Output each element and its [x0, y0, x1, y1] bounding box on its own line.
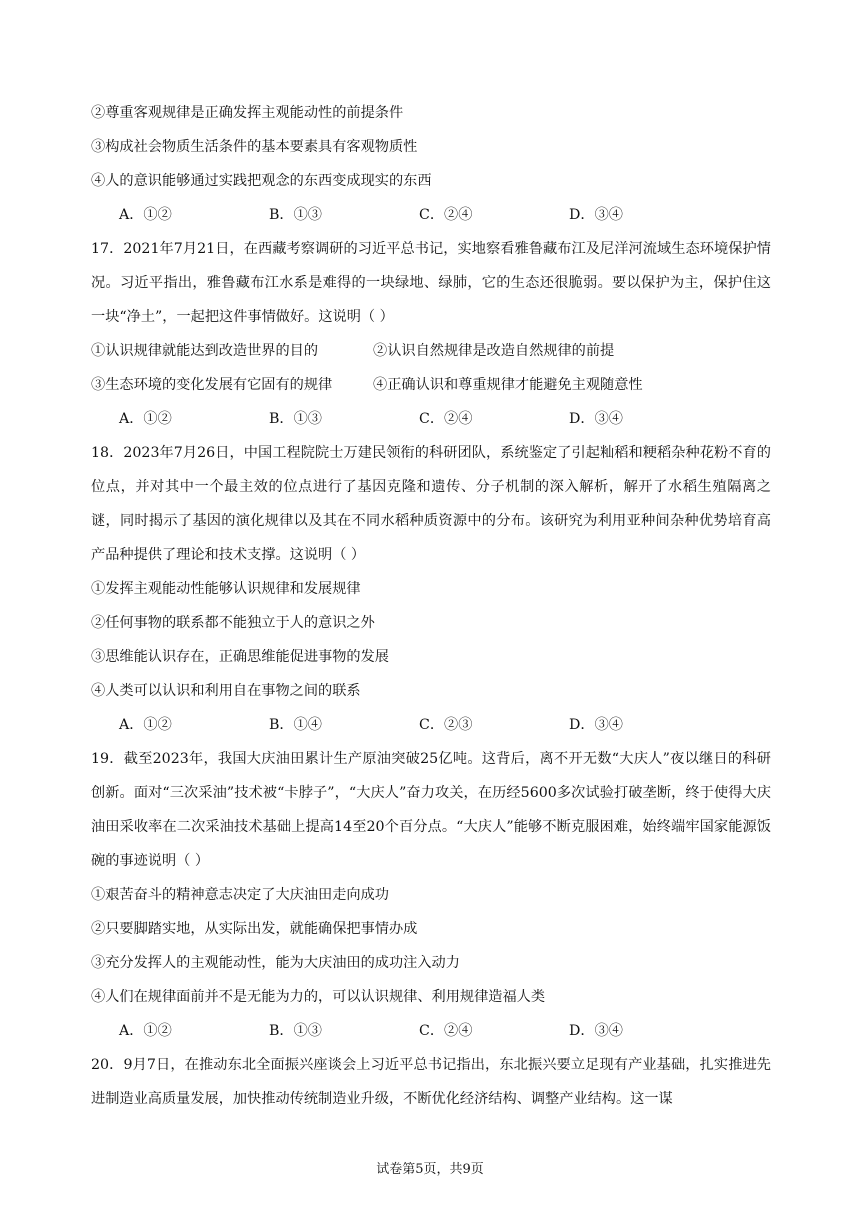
option-line: ③充分发挥人的主观能动性，能为大庆油田的成功注入动力	[91, 955, 460, 971]
choice-c: C．②④	[419, 411, 473, 427]
option-row	[91, 334, 771, 368]
option-line: ①发挥主观能动性能够认识规律和发展规律	[91, 581, 361, 597]
option-line: ④人的意识能够通过实践把观念的东西变成现实的东西	[91, 173, 432, 189]
choice-c: C．②④	[419, 1023, 473, 1039]
choice-b: B．①③	[269, 1023, 322, 1039]
choice-d: D．③④	[569, 411, 623, 427]
answer-choices	[91, 1014, 771, 1048]
option-line: ②只要脚踏实地，从实际出发，就能确保把事情办成	[91, 921, 418, 937]
question-17-text: 17．2021年7月21日，在西藏考察调研的习近平总书记，实地察看雅鲁藏布江及尼洋河流域生态环境保护情况。习近平指出，雅鲁藏布江水系是难得的一块绿地、绿肺，它的生态还很脆弱。要以保护为主，保护住这一块“净土”，一起把这件事情做好。这说明（ ）	[91, 241, 771, 325]
option-line: ②任何事物的联系都不能独立于人的意识之外	[91, 615, 375, 631]
choice-a: A．①②	[119, 717, 172, 733]
choice-a: A．①②	[119, 1023, 172, 1039]
answer-choices	[91, 198, 771, 232]
option-2: ②认识自然规律是改造自然规律的前提	[373, 343, 615, 359]
option-line: ③思维能认识存在，正确思维能促进事物的发展	[91, 649, 389, 665]
choice-b: B．①③	[269, 207, 322, 223]
choice-c: C．②④	[419, 207, 473, 223]
option-3: ③生态环境的变化发展有它固有的规律	[91, 377, 333, 393]
option-1: ①认识规律就能达到改造世界的目的	[91, 343, 319, 359]
choice-d: D．③④	[569, 717, 623, 733]
choice-a: A．①②	[119, 207, 172, 223]
question-19-text: 19．截至2023年，我国大庆油田累计生产原油突破25亿吨。这背后，离不开无数“大庆人”夜以继日的科研创新。面对“三次采油”技术被“卡脖子”，“大庆人”奋力攻关，在历经5600多次试验打破垄断，终于使得大庆油田采收率在二次采油技术基础上提高14至20个百分点。“大庆人”能够不断克服困难，始终端牢国家能源饭碗的事迹说明（ ）	[91, 751, 771, 869]
choice-d: D．③④	[569, 207, 623, 223]
option-line: ②尊重客观规律是正确发挥主观能动性的前提条件	[91, 105, 404, 121]
question-20-text: 20．9月7日，在推动东北全面振兴座谈会上习近平总书记指出，东北振兴要立足现有产业基础，扎实推进先进制造业高质量发展，加快推动传统制造业升级，不断优化经济结构、调整产业结构。这一谋	[91, 1057, 771, 1107]
option-row	[91, 368, 771, 402]
choice-a: A．①②	[119, 411, 172, 427]
choice-d: D．③④	[569, 1023, 623, 1039]
option-line: ④人们在规律面前并不是无能为力的，可以认识规律、利用规律造福人类	[91, 989, 546, 1005]
answer-choices	[91, 402, 771, 436]
choice-c: C．②③	[419, 717, 473, 733]
question-18-text: 18．2023年7月26日，中国工程院院士万建民领衔的科研团队，系统鉴定了引起籼稻和粳稻杂种花粉不育的位点，并对其中一个最主效的位点进行了基因克隆和遗传、分子机制的深入解析，解开了水稻生殖隔离之谜，同时揭示了基因的演化规律以及其在不同水稻种质资源中的分布。该研究为利用亚种间杂种优势培育高产品种提供了理论和技术支撑。这说明（ ）	[91, 445, 771, 563]
option-line: ④人类可以认识和利用自在事物之间的联系	[91, 683, 361, 699]
page-footer: 试卷第5页，共9页	[376, 1162, 484, 1177]
option-4: ④正确认识和尊重规律才能避免主观随意性	[373, 377, 643, 393]
choice-b: B．①④	[269, 717, 322, 733]
exam-page	[91, 96, 771, 1116]
option-line: ③构成社会物质生活条件的基本要素具有客观物质性	[91, 139, 418, 155]
answer-choices	[91, 708, 771, 742]
option-line: ①艰苦奋斗的精神意志决定了大庆油田走向成功	[91, 887, 389, 903]
choice-b: B．①③	[269, 411, 322, 427]
